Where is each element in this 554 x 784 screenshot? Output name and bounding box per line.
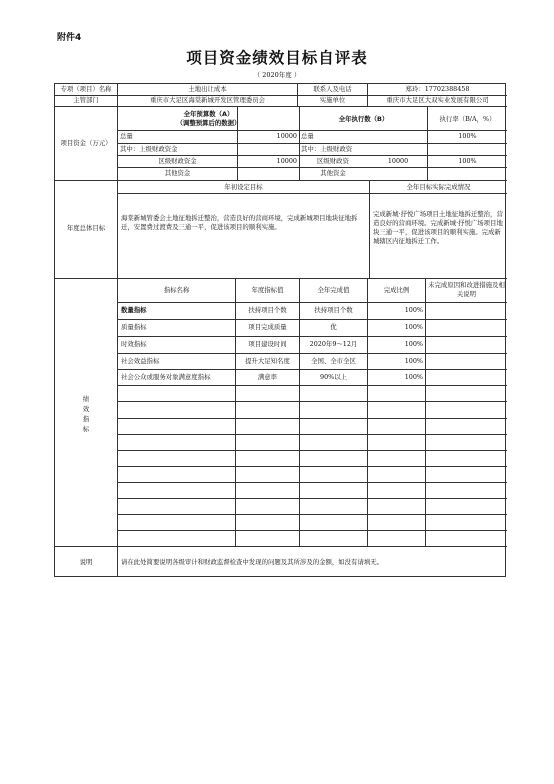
row-divider — [55, 278, 507, 279]
perf-row-actual: 优 — [330, 323, 337, 331]
perf-row-target: 满意率 — [257, 373, 278, 381]
fund-row-exec-label: 总量 — [301, 132, 314, 140]
dept-label: 主管部门 — [73, 96, 99, 104]
fund-row-budget: 10000 — [276, 157, 297, 165]
col-divider — [369, 180, 370, 278]
perf-row-ratio: 100% — [404, 357, 423, 365]
perf-header-ratio: 完成比例 — [383, 286, 410, 294]
contact-value: 郑玲：17702388458 — [405, 85, 470, 93]
row-divider — [117, 434, 507, 435]
row-divider — [117, 514, 507, 515]
row-divider — [117, 530, 507, 531]
perf-row-name: 社会效益指标 — [121, 357, 160, 365]
row-divider — [117, 193, 507, 194]
project-name-value: 土地出让成本 — [188, 85, 227, 93]
perf-row-ratio: 100% — [404, 340, 423, 348]
evaluation-table — [54, 83, 506, 577]
remarks-text: 请在此处简要说明各级审计和财政监督检查中发现的问题及其所涉及的金额，如没有请填无。 — [121, 558, 384, 566]
row-divider — [117, 482, 507, 483]
fund-row-exec-label: 区级财政资 — [317, 157, 349, 165]
fund-row-budget: 10000 — [276, 132, 297, 140]
row-divider — [117, 155, 507, 156]
perf-row-ratio: 100% — [404, 306, 423, 314]
row-divider — [117, 385, 507, 386]
fund-row-label: 总量 — [120, 132, 133, 140]
plan-text: 海棠新城管委会土地征地拆迁整治，营造良好的营商环境，完成新城项目地块征地拆迁，安置费过渡费及三通一平，促进该项目的顺利实施。 — [121, 214, 358, 231]
fund-row-rate: 100% — [458, 132, 477, 140]
perf-header-target: 年度指标值 — [251, 286, 284, 294]
perf-header-name: 指标名称 — [163, 286, 190, 294]
row-divider — [55, 180, 507, 181]
row-divider — [55, 106, 507, 107]
project-name-label: 专项（项目）名称 — [60, 85, 112, 93]
performance-section-label: 绩效指标 — [82, 395, 90, 433]
perf-row-actual: 90%以上 — [320, 373, 347, 381]
perf-row-target: 扶持项目个数 — [248, 306, 287, 314]
fund-row-rate: 100% — [458, 157, 477, 165]
perf-header-actual: 全年完成值 — [317, 286, 350, 294]
perf-row-ratio: 100% — [404, 323, 423, 331]
fund-row-exec-label: 其他资金 — [320, 169, 346, 177]
actual-header: 全年目标实际完成情况 — [406, 183, 471, 191]
attachment-label: 附件4 — [57, 33, 82, 43]
row-divider — [55, 546, 507, 547]
perf-row-actual: 2020年9～12月 — [309, 340, 358, 348]
fund-row-label: 其他资金 — [164, 169, 191, 177]
actual-text: 完成新城·抒悦广场项目土地征地拆迁整治，营造良好的营商环境。完成新城·抒悦广场项目地块三通一平，促进该项目的顺利实施。完成新城辖区内征地拆迁工作。 — [373, 210, 503, 245]
annual-goal-label: 年度总体目标 — [66, 224, 106, 232]
row-divider — [117, 302, 507, 303]
col-divider — [425, 278, 426, 546]
fund-row-exec: 10000 — [387, 157, 409, 165]
perf-row-name: 社会公众或服务对象满意度指标 — [121, 373, 211, 381]
row-divider — [117, 130, 507, 131]
col-divider — [367, 278, 368, 546]
perf-row-actual: 全国、全市全区 — [311, 357, 356, 365]
perf-row-target: 项目完成质量 — [248, 323, 287, 331]
row-divider — [117, 319, 507, 320]
dept-value: 重庆市大足区海棠新城开发区管理委员会 — [149, 96, 266, 104]
perf-header-note: 未完成原因和改进措施及相关说明 — [428, 281, 505, 298]
row-divider — [117, 336, 507, 337]
perf-row-ratio: 100% — [404, 373, 423, 381]
perf-row-target: 项目建设时间 — [248, 340, 287, 348]
budget-header: 全年预算数（A） — [183, 110, 234, 118]
row-divider — [117, 401, 507, 402]
perf-row-name: 时效指标 — [121, 340, 147, 348]
impl-value: 重庆市大足区大双实业发展有限公司 — [386, 96, 489, 104]
plan-header: 年初设定目标 — [224, 183, 263, 191]
perf-row-name: 质量指标 — [121, 323, 147, 331]
row-divider — [117, 450, 507, 451]
fund-row-label: 其中：上级财政资金 — [120, 145, 178, 153]
row-divider — [117, 353, 507, 354]
form-year: （ 2020年度 ） — [253, 71, 301, 79]
row-divider — [117, 143, 507, 144]
col-divider — [235, 278, 236, 546]
row-divider — [117, 167, 507, 168]
perf-row-name: 数量指标 — [121, 306, 147, 314]
impl-label: 实施单位 — [319, 96, 346, 104]
row-divider — [117, 466, 507, 467]
remarks-label: 说明 — [79, 558, 93, 566]
rate-header: 执行率（B/A，%） — [439, 115, 496, 123]
contact-label: 联系人及电话 — [313, 85, 352, 93]
fund-row-label: 区级财政资金 — [158, 157, 197, 165]
exec-header: 全年执行数（B） — [338, 115, 389, 123]
perf-row-actual: 扶持项目个数 — [314, 306, 353, 314]
row-divider — [117, 418, 507, 419]
row-divider — [117, 498, 507, 499]
funds-section-label: 项目资金（万元） — [60, 139, 112, 147]
budget-subheader: （调整预算后的数据） — [176, 119, 241, 127]
row-divider — [117, 369, 507, 370]
perf-row-target: 提升大足知名度 — [245, 357, 290, 365]
fund-row-exec-label: 其中：上级财政资 — [301, 145, 353, 153]
col-divider — [299, 278, 300, 546]
form-title: 项目资金绩效目标自评表 — [186, 48, 368, 67]
